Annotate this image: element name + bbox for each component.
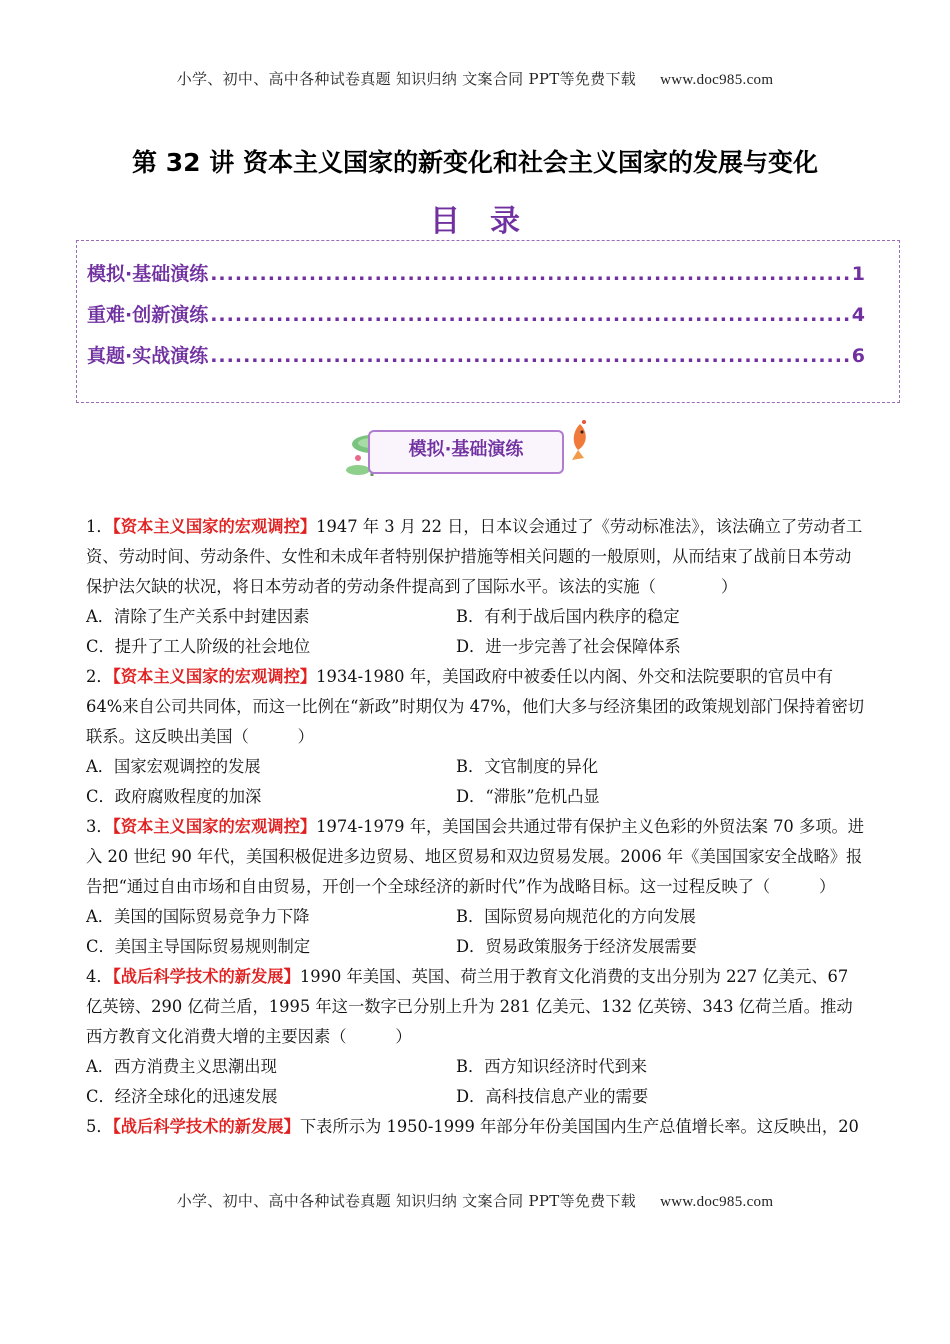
footer-url[interactable]: www.doc985.com xyxy=(660,1194,774,1210)
answer-option[interactable]: A．西方消费主义思潮出现 xyxy=(86,1057,277,1076)
goldfish-icon xyxy=(558,414,598,464)
answer-option[interactable]: B．西方知识经济时代到来 xyxy=(456,1057,648,1076)
answer-option[interactable]: B．国际贸易向规范化的方向发展 xyxy=(456,907,696,926)
answer-option[interactable]: A．清除了生产关系中封建因素 xyxy=(86,607,310,626)
question xyxy=(86,662,866,812)
answer-option[interactable]: D．贸易政策服务于经济发展需要 xyxy=(456,937,697,956)
toc-item[interactable] xyxy=(87,259,865,285)
question-text: 下表所示为 1950-1999 年部分年份美国国内生产总值增长率。这反映出，20 xyxy=(299,1117,859,1136)
page-header xyxy=(0,68,950,89)
footer-text: 小学、初中、高中各种试卷真题 知识归纳 文案合同 PPT等免费下载 xyxy=(176,1192,637,1210)
question-number: 3． xyxy=(86,817,113,836)
answer-option[interactable]: C．经济全球化的迅速发展 xyxy=(86,1087,278,1106)
question xyxy=(86,812,866,962)
question-text: 1990 年美国、英国、荷兰用于教育文化消费的支出分别为 227 亿美元、67 亿英镑、290 亿荷兰盾，1995 年这一数字已分别上升为 281 亿美元、132 亿英镑、343 亿荷兰盾。推动西方教育文化消费大增的主要因素（ ） xyxy=(86,967,853,1046)
page-title: 第 32 讲 资本主义国家的新变化和社会主义国家的发展与变化 xyxy=(132,148,818,177)
question-stem xyxy=(86,962,866,1052)
section-banner xyxy=(344,414,598,480)
question-tag: 【战后科学技术的新发展】 xyxy=(112,967,300,986)
question-tag: 【资本主义国家的宏观调控】 xyxy=(112,517,317,536)
table-of-contents xyxy=(76,240,900,403)
answer-option[interactable]: D．高科技信息产业的需要 xyxy=(456,1087,649,1106)
answer-option[interactable]: D．“滞胀”危机凸显 xyxy=(456,787,600,806)
toc-heading: 目录 xyxy=(430,204,550,239)
question-tag: 【资本主义国家的宏观调控】 xyxy=(112,667,317,686)
toc-item[interactable] xyxy=(87,300,865,326)
question-number: 5． xyxy=(86,1117,113,1136)
toc-item-label: 重难·创新演练 xyxy=(87,304,209,326)
toc-item-page: 4 xyxy=(851,304,865,326)
question xyxy=(86,1112,866,1142)
toc-leader-dots xyxy=(210,263,850,285)
answer-option[interactable]: B．文官制度的异化 xyxy=(456,757,599,776)
header-url[interactable]: www.doc985.com xyxy=(660,72,774,88)
question-number: 4． xyxy=(86,967,113,986)
toc-item-label: 模拟·基础演练 xyxy=(87,263,209,285)
toc-leader-dots xyxy=(210,304,850,326)
question-text: 1974-1979 年，美国国会共通过带有保护主义色彩的外贸法案 70 多项。进入 20 世纪 90 年代，美国积极促进多边贸易、地区贸易和双边贸易发展。2006 年《美国国家安全战略》报告把“通过自由市场和自由贸易，开创一个全球经济的新时代”作为战略目标。这一过程反映了（ ） xyxy=(86,817,865,896)
toc-item-page: 1 xyxy=(851,263,865,285)
banner-label: 模拟·基础演练 xyxy=(408,439,524,460)
question-list xyxy=(86,512,866,1142)
question-stem xyxy=(86,812,866,902)
question-tag: 【资本主义国家的宏观调控】 xyxy=(112,817,317,836)
question-number: 2． xyxy=(86,667,113,686)
toc-item-page: 6 xyxy=(851,345,865,367)
answer-option[interactable]: C．提升了工人阶级的社会地位 xyxy=(86,637,311,656)
question-text: 1934-1980 年，美国政府中被委任以内阁、外交和法院要职的官员中有 64%来自公司共同体，而这一比例在“新政”时期仅为 47%，他们大多与经济集团的政策规划部门保持着密切联系。这反映出美国（ ） xyxy=(86,667,865,746)
answer-option[interactable]: A．国家宏观调控的发展 xyxy=(86,757,261,776)
answer-option[interactable]: A．美国的国际贸易竞争力下降 xyxy=(86,907,310,926)
header-text: 小学、初中、高中各种试卷真题 知识归纳 文案合同 PPT等免费下载 xyxy=(176,70,637,88)
question-stem xyxy=(86,1112,866,1142)
page-footer xyxy=(0,1190,950,1211)
question-stem xyxy=(86,512,866,602)
toc-item-label: 真题·实战演练 xyxy=(87,345,209,367)
answer-option[interactable]: C．政府腐败程度的加深 xyxy=(86,787,262,806)
answer-option[interactable]: C．美国主导国际贸易规则制定 xyxy=(86,937,311,956)
question-text: 1947 年 3 月 22 日，日本议会通过了《劳动标准法》，该法确立了劳动者工资、劳动时间、劳动条件、女性和未成年者特别保护措施等相关问题的一般原则，从而结束了战前日本劳动保护法欠缺的状况，将日本劳动者的劳动条件提高到了国际水平。该法的实施（ ） xyxy=(86,517,863,596)
question-stem xyxy=(86,662,866,752)
question-tag: 【战后科学技术的新发展】 xyxy=(112,1117,300,1136)
answer-option[interactable]: B．有利于战后国内秩序的稳定 xyxy=(456,607,680,626)
toc-leader-dots xyxy=(210,345,850,367)
question xyxy=(86,512,866,662)
toc-item[interactable] xyxy=(87,341,865,367)
answer-option[interactable]: D．进一步完善了社会保障体系 xyxy=(456,637,681,656)
question xyxy=(86,962,866,1112)
question-number: 1． xyxy=(86,517,113,536)
